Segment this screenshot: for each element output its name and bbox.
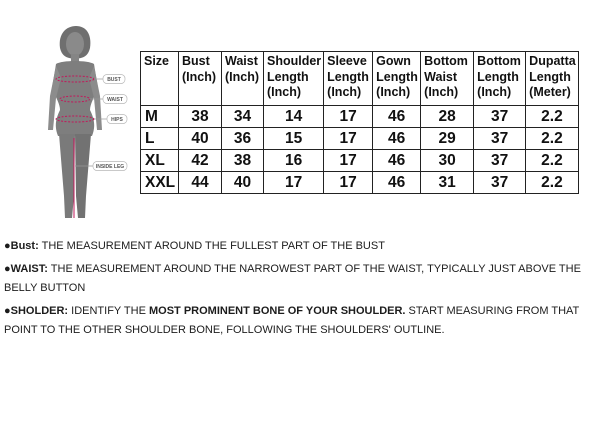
table-cell: 44 — [179, 172, 222, 194]
table-cell: 34 — [222, 106, 264, 128]
table-row — [141, 128, 579, 150]
table-cell: 46 — [373, 150, 421, 172]
header-bottom-length: Bottom Length (Inch) — [474, 52, 526, 106]
table-cell: 17 — [324, 106, 373, 128]
waist-tag: WAIST — [107, 97, 123, 103]
table-cell: 17 — [324, 172, 373, 194]
silhouette-illustration — [44, 26, 140, 224]
note-bust — [4, 237, 596, 256]
table-cell: 38 — [179, 106, 222, 128]
table-cell: 37 — [474, 150, 526, 172]
size-cell: M — [141, 106, 179, 128]
table-cell: 40 — [222, 172, 264, 194]
note-bust-text: THE MEASUREMENT AROUND THE FULLEST PART OF THE BUST — [41, 240, 385, 252]
table-cell: 2.2 — [526, 150, 579, 172]
table-header-row — [141, 52, 579, 106]
note-bust-label: ●Bust: — [4, 240, 39, 252]
table-cell: 15 — [264, 128, 324, 150]
note-waist — [4, 260, 596, 298]
size-cell: XXL — [141, 172, 179, 194]
note-waist-label: ●WAIST: — [4, 263, 48, 275]
body-measurement-figure — [44, 26, 140, 224]
table-row — [141, 172, 579, 194]
size-cell: XL — [141, 150, 179, 172]
table-cell: 31 — [421, 172, 474, 194]
table-cell: 28 — [421, 106, 474, 128]
table-cell: 29 — [421, 128, 474, 150]
hips-tag: HIPS — [111, 117, 123, 123]
table-cell: 40 — [179, 128, 222, 150]
table-cell: 46 — [373, 128, 421, 150]
note-shoulder-emphasis: MOST PROMINENT BONE OF YOUR SHOULDER. — [149, 305, 406, 317]
note-shoulder-text-1: IDENTIFY THE — [71, 305, 146, 317]
header-waist: Waist (Inch) — [222, 52, 264, 106]
measurement-notes — [4, 237, 596, 344]
table-cell: 46 — [373, 172, 421, 194]
header-shoulder-length: Shoulder Length (Inch) — [264, 52, 324, 106]
table-cell: 17 — [324, 128, 373, 150]
header-dupatta-length: Dupatta Length (Meter) — [526, 52, 579, 106]
table-cell: 2.2 — [526, 106, 579, 128]
size-chart-table — [140, 51, 579, 194]
table-row — [141, 150, 579, 172]
header-gown-length: Gown Length (Inch) — [373, 52, 421, 106]
header-bust: Bust (Inch) — [179, 52, 222, 106]
table-cell: 46 — [373, 106, 421, 128]
table-cell: 36 — [222, 128, 264, 150]
header-sleeve-length: Sleeve Length (Inch) — [324, 52, 373, 106]
table-cell: 37 — [474, 128, 526, 150]
table-cell: 17 — [324, 150, 373, 172]
note-shoulder-label: ●SHOLDER: — [4, 305, 69, 317]
note-waist-text: THE MEASUREMENT AROUND THE NARROWEST PART OF THE WAIST, TYPICALLY JUST ABOVE THE BELLY BUTTON — [4, 263, 581, 294]
table-cell: 30 — [421, 150, 474, 172]
inside-leg-tag: INSIDE LEG — [95, 164, 125, 170]
size-cell: L — [141, 128, 179, 150]
table-cell: 2.2 — [526, 128, 579, 150]
table-cell: 38 — [222, 150, 264, 172]
table-cell: 17 — [264, 172, 324, 194]
header-size: Size — [141, 52, 179, 106]
table-cell: 42 — [179, 150, 222, 172]
table-cell: 16 — [264, 150, 324, 172]
table-cell: 37 — [474, 172, 526, 194]
table-row — [141, 106, 579, 128]
header-bottom-waist: Bottom Waist (Inch) — [421, 52, 474, 106]
table-cell: 2.2 — [526, 172, 579, 194]
bust-tag: BUST — [107, 77, 121, 83]
note-shoulder — [4, 302, 596, 340]
table-cell: 14 — [264, 106, 324, 128]
note-shoulder-text-2: START MEASURING FROM THAT POINT TO THE OTHER SHOULDER BONE, FOLLOWING THE SHOULDERS' OUTLINE. — [4, 305, 580, 336]
table-cell: 37 — [474, 106, 526, 128]
